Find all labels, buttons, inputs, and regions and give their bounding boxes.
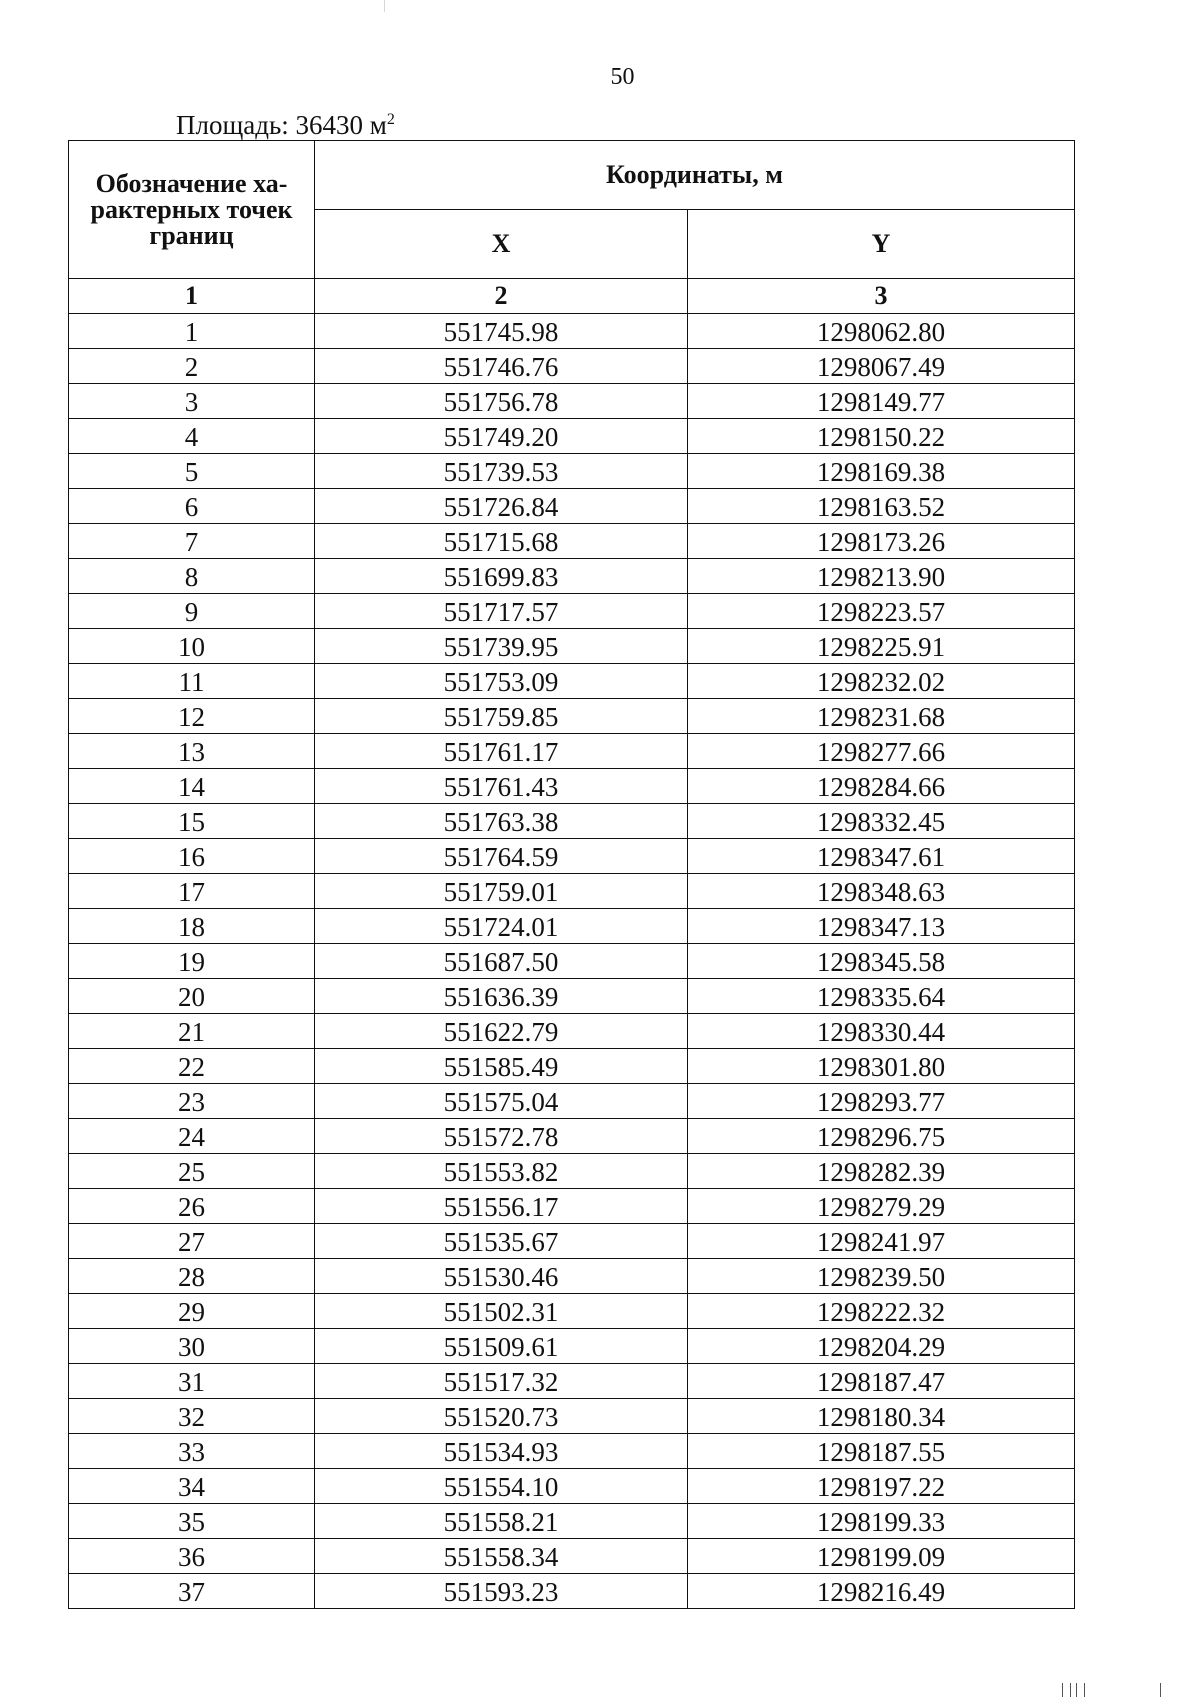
y-coordinate-cell: 1298187.55 xyxy=(688,1434,1075,1469)
table-row xyxy=(69,1154,1075,1189)
table-row xyxy=(69,1119,1075,1154)
point-number-cell: 25 xyxy=(69,1154,315,1189)
point-number-cell: 18 xyxy=(69,909,315,944)
point-number-cell: 31 xyxy=(69,1364,315,1399)
y-coordinate-cell: 1298216.49 xyxy=(688,1574,1075,1609)
y-coordinate-cell: 1298330.44 xyxy=(688,1014,1075,1049)
table-row xyxy=(69,594,1075,629)
table-row xyxy=(69,839,1075,874)
point-number-cell: 21 xyxy=(69,1014,315,1049)
y-coordinate-cell: 1298163.52 xyxy=(688,489,1075,524)
y-coordinate-cell: 1298279.29 xyxy=(688,1189,1075,1224)
y-coordinate-cell: 1298225.91 xyxy=(688,629,1075,664)
table-row xyxy=(69,769,1075,804)
point-number-cell: 14 xyxy=(69,769,315,804)
y-coordinate-cell: 1298277.66 xyxy=(688,734,1075,769)
y-coordinate-cell: 1298348.63 xyxy=(688,874,1075,909)
y-coordinate-cell: 1298335.64 xyxy=(688,979,1075,1014)
point-number-cell: 35 xyxy=(69,1504,315,1539)
x-coordinate-cell: 551558.34 xyxy=(315,1539,688,1574)
point-number-cell: 1 xyxy=(69,314,315,349)
point-number-cell: 4 xyxy=(69,419,315,454)
y-coordinate-cell: 1298204.29 xyxy=(688,1329,1075,1364)
table-row xyxy=(69,944,1075,979)
table-body xyxy=(69,314,1075,1609)
y-coordinate-cell: 1298347.61 xyxy=(688,839,1075,874)
table-row xyxy=(69,1504,1075,1539)
point-number-cell: 11 xyxy=(69,664,315,699)
x-coordinate-cell: 551530.46 xyxy=(315,1259,688,1294)
x-coordinate-cell: 551699.83 xyxy=(315,559,688,594)
point-number-cell: 12 xyxy=(69,699,315,734)
point-number-cell: 10 xyxy=(69,629,315,664)
header-row xyxy=(69,141,1075,210)
coordinates-table xyxy=(68,140,1075,1609)
x-coordinate-cell: 551726.84 xyxy=(315,489,688,524)
x-coordinate-cell: 551502.31 xyxy=(315,1294,688,1329)
x-coordinate-cell: 551636.39 xyxy=(315,979,688,1014)
table-row xyxy=(69,1574,1075,1609)
x-coordinate-cell: 551763.38 xyxy=(315,804,688,839)
table-row xyxy=(69,489,1075,524)
y-coordinate-cell: 1298149.77 xyxy=(688,384,1075,419)
table-row xyxy=(69,1084,1075,1119)
x-coordinate-cell: 551739.53 xyxy=(315,454,688,489)
x-coordinate-cell: 551715.68 xyxy=(315,524,688,559)
point-number-cell: 20 xyxy=(69,979,315,1014)
x-coordinate-cell: 551585.49 xyxy=(315,1049,688,1084)
point-number-cell: 23 xyxy=(69,1084,315,1119)
point-number-cell: 34 xyxy=(69,1469,315,1504)
y-coordinate-cell: 1298293.77 xyxy=(688,1084,1075,1119)
x-coordinate-cell: 551556.17 xyxy=(315,1189,688,1224)
x-coordinate-cell: 551554.10 xyxy=(315,1469,688,1504)
x-coordinate-cell: 551724.01 xyxy=(315,909,688,944)
table-row xyxy=(69,1049,1075,1084)
y-coordinate-cell: 1298187.47 xyxy=(688,1364,1075,1399)
header-coordinates: Координаты, м xyxy=(315,141,1075,210)
point-number-cell: 29 xyxy=(69,1294,315,1329)
point-number-cell: 30 xyxy=(69,1329,315,1364)
scan-artifact-line xyxy=(384,0,385,12)
x-coordinate-cell: 551558.21 xyxy=(315,1504,688,1539)
x-coordinate-cell: 551764.59 xyxy=(315,839,688,874)
point-number-cell: 26 xyxy=(69,1189,315,1224)
table-row xyxy=(69,699,1075,734)
table-row xyxy=(69,384,1075,419)
column-number: 3 xyxy=(688,279,1075,314)
x-coordinate-cell: 551520.73 xyxy=(315,1399,688,1434)
y-coordinate-cell: 1298332.45 xyxy=(688,804,1075,839)
y-coordinate-cell: 1298173.26 xyxy=(688,524,1075,559)
x-coordinate-cell: 551746.76 xyxy=(315,349,688,384)
area-label xyxy=(176,110,395,141)
point-number-cell: 22 xyxy=(69,1049,315,1084)
y-coordinate-cell: 1298241.97 xyxy=(688,1224,1075,1259)
y-coordinate-cell: 1298347.13 xyxy=(688,909,1075,944)
header-x: X xyxy=(315,210,688,279)
x-coordinate-cell: 551509.61 xyxy=(315,1329,688,1364)
y-coordinate-cell: 1298345.58 xyxy=(688,944,1075,979)
y-coordinate-cell: 1298231.68 xyxy=(688,699,1075,734)
x-coordinate-cell: 551593.23 xyxy=(315,1574,688,1609)
x-coordinate-cell: 551622.79 xyxy=(315,1014,688,1049)
point-number-cell: 36 xyxy=(69,1539,315,1574)
table-row xyxy=(69,419,1075,454)
point-number-cell: 3 xyxy=(69,384,315,419)
y-coordinate-cell: 1298067.49 xyxy=(688,349,1075,384)
scan-artifact-ticks xyxy=(1062,1683,1182,1697)
x-coordinate-cell: 551575.04 xyxy=(315,1084,688,1119)
x-coordinate-cell: 551759.85 xyxy=(315,699,688,734)
table-row xyxy=(69,1259,1075,1294)
x-coordinate-cell: 551761.17 xyxy=(315,734,688,769)
x-coordinate-cell: 551745.98 xyxy=(315,314,688,349)
table-row xyxy=(69,1539,1075,1574)
point-number-cell: 8 xyxy=(69,559,315,594)
x-coordinate-cell: 551761.43 xyxy=(315,769,688,804)
column-number-row xyxy=(69,279,1075,314)
x-coordinate-cell: 551687.50 xyxy=(315,944,688,979)
area-unit-superscript: 2 xyxy=(386,111,395,128)
point-number-cell: 6 xyxy=(69,489,315,524)
table-row xyxy=(69,909,1075,944)
point-number-cell: 16 xyxy=(69,839,315,874)
x-coordinate-cell: 551553.82 xyxy=(315,1154,688,1189)
point-number-cell: 9 xyxy=(69,594,315,629)
point-number-cell: 13 xyxy=(69,734,315,769)
x-coordinate-cell: 551535.67 xyxy=(315,1224,688,1259)
x-coordinate-cell: 551753.09 xyxy=(315,664,688,699)
y-coordinate-cell: 1298232.02 xyxy=(688,664,1075,699)
table-row xyxy=(69,804,1075,839)
x-coordinate-cell: 551749.20 xyxy=(315,419,688,454)
table-row xyxy=(69,874,1075,909)
x-coordinate-cell: 551534.93 xyxy=(315,1434,688,1469)
y-coordinate-cell: 1298169.38 xyxy=(688,454,1075,489)
table-row xyxy=(69,1224,1075,1259)
y-coordinate-cell: 1298296.75 xyxy=(688,1119,1075,1154)
point-number-cell: 24 xyxy=(69,1119,315,1154)
table-row xyxy=(69,1364,1075,1399)
point-number-cell: 19 xyxy=(69,944,315,979)
y-coordinate-cell: 1298301.80 xyxy=(688,1049,1075,1084)
table-row xyxy=(69,664,1075,699)
x-coordinate-cell: 551756.78 xyxy=(315,384,688,419)
table-row xyxy=(69,734,1075,769)
point-number-cell: 5 xyxy=(69,454,315,489)
point-number-cell: 28 xyxy=(69,1259,315,1294)
point-number-cell: 37 xyxy=(69,1574,315,1609)
y-coordinate-cell: 1298239.50 xyxy=(688,1259,1075,1294)
table-row xyxy=(69,1434,1075,1469)
point-number-cell: 17 xyxy=(69,874,315,909)
table-row xyxy=(69,629,1075,664)
y-coordinate-cell: 1298213.90 xyxy=(688,559,1075,594)
table-row xyxy=(69,1189,1075,1224)
table-row xyxy=(69,1329,1075,1364)
x-coordinate-cell: 551739.95 xyxy=(315,629,688,664)
y-coordinate-cell: 1298222.32 xyxy=(688,1294,1075,1329)
table-row xyxy=(69,454,1075,489)
y-coordinate-cell: 1298150.22 xyxy=(688,419,1075,454)
point-number-cell: 7 xyxy=(69,524,315,559)
table-row xyxy=(69,524,1075,559)
y-coordinate-cell: 1298180.34 xyxy=(688,1399,1075,1434)
y-coordinate-cell: 1298062.80 xyxy=(688,314,1075,349)
table-row xyxy=(69,1294,1075,1329)
y-coordinate-cell: 1298223.57 xyxy=(688,594,1075,629)
point-number-cell: 27 xyxy=(69,1224,315,1259)
table-row xyxy=(69,314,1075,349)
x-coordinate-cell: 551759.01 xyxy=(315,874,688,909)
y-coordinate-cell: 1298199.33 xyxy=(688,1504,1075,1539)
x-coordinate-cell: 551517.32 xyxy=(315,1364,688,1399)
x-coordinate-cell: 551572.78 xyxy=(315,1119,688,1154)
table-row xyxy=(69,1399,1075,1434)
table-row xyxy=(69,349,1075,384)
x-coordinate-cell: 551717.57 xyxy=(315,594,688,629)
header-y: Y xyxy=(688,210,1075,279)
table-row xyxy=(69,559,1075,594)
point-number-cell: 33 xyxy=(69,1434,315,1469)
y-coordinate-cell: 1298197.22 xyxy=(688,1469,1075,1504)
y-coordinate-cell: 1298199.09 xyxy=(688,1539,1075,1574)
column-number: 1 xyxy=(69,279,315,314)
point-number-cell: 2 xyxy=(69,349,315,384)
point-number-cell: 15 xyxy=(69,804,315,839)
point-number-cell: 32 xyxy=(69,1399,315,1434)
header-points: Обозначение ха-рактерных точек границ xyxy=(69,141,315,279)
page-number: 50 xyxy=(610,64,635,90)
table-row xyxy=(69,979,1075,1014)
table-row xyxy=(69,1469,1075,1504)
table-row xyxy=(69,1014,1075,1049)
area-text: Площадь: 36430 м xyxy=(176,110,387,140)
y-coordinate-cell: 1298284.66 xyxy=(688,769,1075,804)
column-number: 2 xyxy=(315,279,688,314)
y-coordinate-cell: 1298282.39 xyxy=(688,1154,1075,1189)
